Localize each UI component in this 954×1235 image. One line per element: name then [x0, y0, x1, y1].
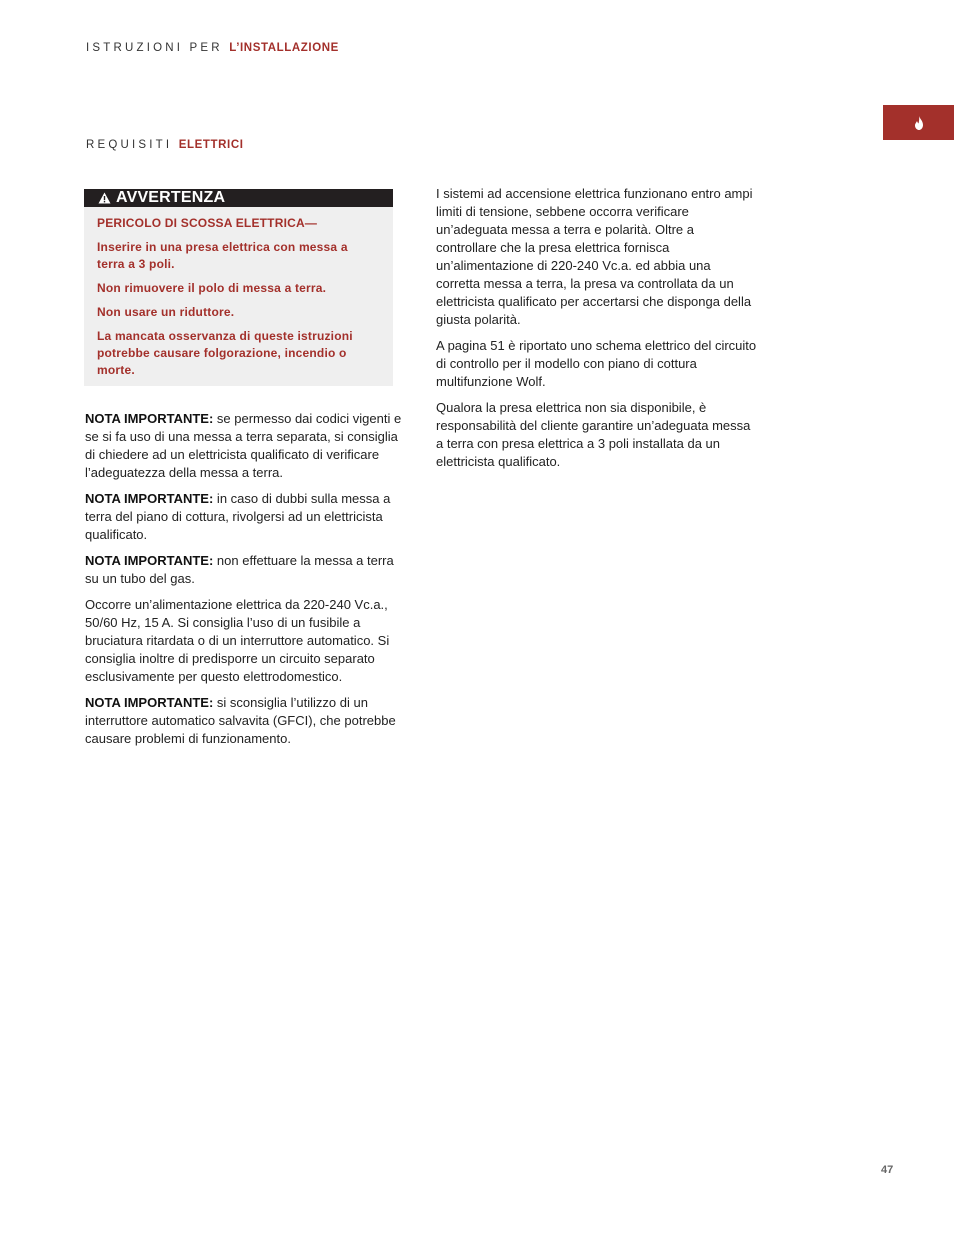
note-paragraph	[85, 552, 407, 588]
warning-box	[84, 189, 393, 386]
note-label: NOTA IMPORTANTE:	[85, 491, 214, 506]
warning-header	[84, 189, 393, 207]
body-paragraph: Qualora la presa elettrica non sia disponibile, è responsabilità del cliente garantire un’adeguata messa a terra con presa elettrica a 3 poli installata da un elettricista qualificato.	[436, 400, 751, 469]
note-paragraph	[85, 490, 407, 544]
right-column	[436, 185, 758, 479]
page-number: 47	[881, 1164, 894, 1176]
note-text: non effettuare la messa a terra su un tubo del gas.	[85, 553, 394, 586]
warning-item: Inserire in una presa elettrica con messa a terra a 3 poli.	[97, 240, 348, 271]
flame-icon	[914, 116, 924, 130]
body-paragraph: I sistemi ad accensione elettrica funzionano entro ampi limiti di tensione, sebbene occorra verificare un’adeguata messa a terra e polarità. Oltre a controllare che la presa elettrica fornisca un’alimentazione di 220-240 Vc.a. ed abbia una corretta messa a terra, la presa va controllata da un elettricista qualificato per accertarsi che disponga della giusta polarità.	[436, 186, 753, 327]
body-paragraph: A pagina 51 è riportato uno schema elettrico del circuito di controllo per il modello con piano di cottura multifunzione Wolf.	[436, 338, 757, 389]
header-accent: L’INSTALLAZIONE	[229, 42, 339, 54]
note-paragraph	[85, 410, 407, 482]
note-text: se permesso dai codici vigenti e se si fa uso di una messa a terra separata, si consiglia di chiedere ad un elettricista qualificato di verificare l’adeguatezza della messa a terra.	[85, 411, 402, 480]
header-prefix: ISTRUZIONI PER	[86, 42, 230, 54]
note-label: NOTA IMPORTANTE:	[85, 553, 214, 568]
section-prefix: REQUISITI	[86, 139, 179, 151]
page-header	[86, 42, 339, 54]
warning-item: Non rimuovere il polo di messa a terra.	[97, 281, 327, 295]
warning-heading: PERICOLO DI SCOSSA ELETTRICA—	[97, 216, 318, 230]
note-text: in caso di dubbi sulla messa a terra del piano di cottura, rivolgersi ad un elettricista qualificato.	[85, 491, 391, 542]
warning-body	[84, 207, 393, 379]
section-tab	[883, 105, 954, 140]
body-paragraph	[85, 596, 407, 686]
warning-item: La mancata osservanza di queste istruzioni potrebbe causare folgorazione, incendio o morte.	[97, 329, 353, 377]
warning-item: Non usare un riduttore.	[97, 305, 235, 319]
note-paragraph	[85, 694, 407, 748]
note-text: si sconsiglia l’utilizzo di un interruttore automatico salvavita (GFCI), che potrebbe causare problemi di funzionamento.	[85, 695, 396, 746]
section-title	[86, 139, 244, 151]
note-label: NOTA IMPORTANTE:	[85, 411, 214, 426]
section-accent: ELETTRICI	[178, 139, 244, 151]
note-label: NOTA IMPORTANTE:	[85, 695, 214, 710]
left-column	[85, 410, 407, 756]
body-text: Occorre un’alimentazione elettrica da 220-240 Vc.a., 50/60 Hz, 15 A. Si consiglia l’uso di un fusibile a bruciatura ritardata o di un interruttore automatico. Si consiglia inoltre di predisporre un circuito separato esclusivamente per questo elettrodomestico.	[85, 597, 390, 684]
warning-triangle-icon	[98, 192, 111, 204]
warning-title: AVVERTENZA	[116, 189, 226, 206]
